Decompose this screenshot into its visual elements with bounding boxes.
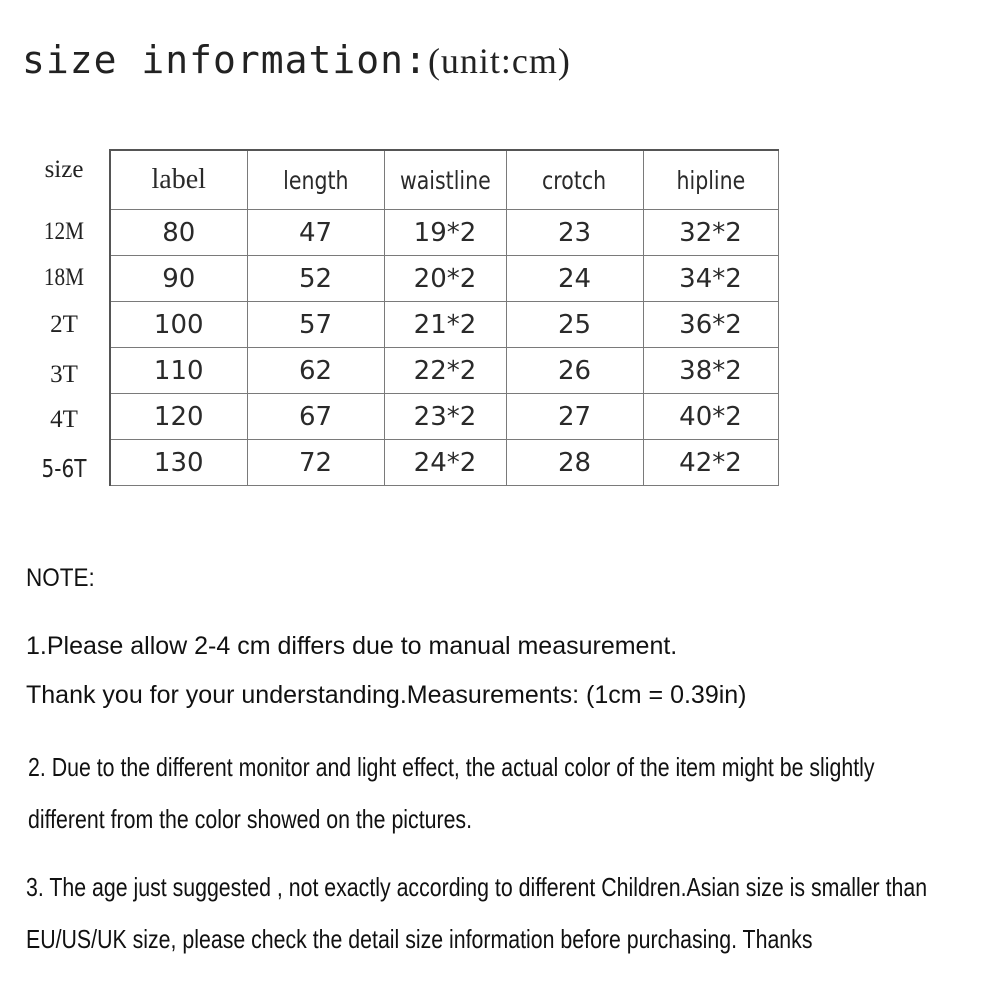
table-cell: 57	[247, 302, 384, 348]
table-cell: 24*2	[384, 440, 506, 486]
table-cell: 40*2	[643, 394, 778, 440]
size-label: 4T	[50, 406, 78, 433]
table-cell: 21*2	[384, 302, 506, 348]
note-line: EU/US/UK size, please check the detail size information before purchasing. Thanks	[26, 924, 813, 954]
table-cell: 52	[247, 256, 384, 302]
table-cell: 47	[247, 210, 384, 256]
column-header-length: length	[247, 150, 384, 210]
size-label: 12M	[43, 218, 85, 245]
table-cell: 80	[110, 210, 247, 256]
table-row	[110, 256, 778, 302]
table-cell: 100	[110, 302, 247, 348]
table-cell: 32*2	[643, 210, 778, 256]
table-cell: 90	[110, 256, 247, 302]
column-header-hipline: hipline	[643, 150, 778, 210]
table-cell: 42*2	[643, 440, 778, 486]
table-cell: 27	[506, 394, 643, 440]
table-cell: 26	[506, 348, 643, 394]
table-cell: 23*2	[384, 394, 506, 440]
table-header-row	[110, 150, 778, 210]
note-line: 2. Due to the different monitor and light effect, the actual color of the item might be slightly	[28, 752, 875, 782]
table-row	[110, 440, 778, 486]
table-row	[110, 210, 778, 256]
column-header-waistline: waistline	[384, 150, 506, 210]
table-row	[110, 394, 778, 440]
table-cell: 38*2	[643, 348, 778, 394]
table-cell: 19*2	[384, 210, 506, 256]
size-table	[109, 149, 779, 486]
table-cell: 72	[247, 440, 384, 486]
table-cell: 24	[506, 256, 643, 302]
column-header-label: label	[110, 150, 247, 210]
size-label: 2T	[50, 311, 78, 338]
note-line: 3. The age just suggested , not exactly according to different Children.Asian size is smaller than	[26, 872, 928, 902]
table-cell: 28	[506, 440, 643, 486]
table-cell: 67	[247, 394, 384, 440]
table-cell: 22*2	[384, 348, 506, 394]
table-cell: 20*2	[384, 256, 506, 302]
column-header-crotch: crotch	[506, 150, 643, 210]
size-label: 5-6T	[41, 454, 87, 483]
title-main: size information:	[22, 38, 428, 82]
note-line: 1.Please allow 2-4 cm differs due to manual measurement.	[26, 632, 678, 660]
size-label: 3T	[50, 361, 78, 388]
table-cell: 110	[110, 348, 247, 394]
note-line: Thank you for your understanding.Measurements: (1cm = 0.39in)	[26, 681, 747, 709]
table-cell: 25	[506, 302, 643, 348]
table-row	[110, 348, 778, 394]
table-cell: 36*2	[643, 302, 778, 348]
table-cell: 130	[110, 440, 247, 486]
table-cell: 120	[110, 394, 247, 440]
size-label: 18M	[43, 264, 85, 291]
table-cell: 62	[247, 348, 384, 394]
table-row	[110, 302, 778, 348]
size-header: size	[44, 156, 84, 183]
note-line: different from the color showed on the pictures.	[28, 804, 473, 834]
notes-heading: NOTE:	[26, 564, 95, 592]
table-cell: 23	[506, 210, 643, 256]
page-title	[22, 38, 571, 82]
title-unit: (unit:cm)	[427, 41, 571, 81]
table-cell: 34*2	[643, 256, 778, 302]
